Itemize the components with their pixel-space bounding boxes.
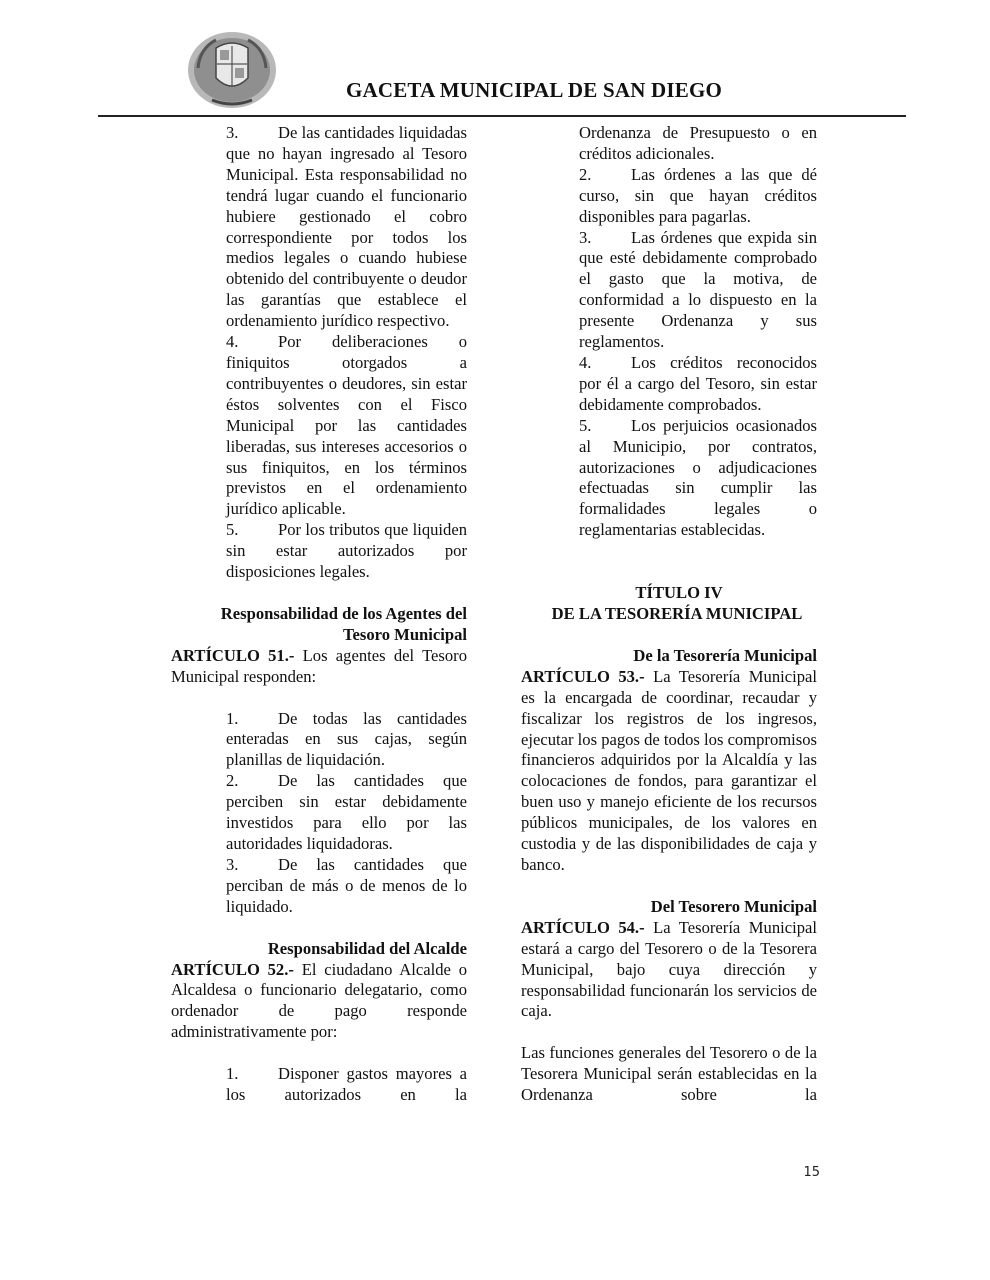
title-subheading: DE LA TESORERÍA MUNICIPAL: [551, 604, 803, 624]
article-51: ARTÍCULO 51.- Los agentes del Tesoro Municipal responden:: [171, 645, 467, 686]
section-heading-52: Responsabilidad del Alcalde: [267, 938, 467, 958]
list-item: 2. De las cantidades que perciben sin estar debidamente investidos para ello por las autoridades liquidadoras.: [226, 771, 467, 853]
header-divider: [98, 115, 906, 117]
list-item: 2. Las órdenes a las que dé curso, sin que hayan créditos disponibles para pagarlas.: [579, 164, 817, 226]
list-item: 5. Los perjuicios ocasionados al Municipio, por contratos, autorizaciones o adjudicaciones efectuadas sin cumplir las formalidades legales o reglamentarias establecidas.: [579, 415, 817, 540]
right-column: [521, 123, 817, 1106]
list-item: 4. Los créditos reconocidos por él a cargo del Tesoro, sin estar debidamente comprobados.: [579, 352, 817, 414]
title-heading: TÍTULO IV: [635, 583, 723, 603]
list-item-continuation: Ordenanza de Presupuesto o en créditos adicionales.: [579, 123, 817, 163]
section-heading-51: Responsabilidad de los Agentes del Tesoro Municipal: [220, 603, 467, 644]
article-54: ARTÍCULO 54.- La Tesorería Municipal estará a cargo del Tesorero o de la Tesorera Municipal, bajo cuya dirección y responsabilidad funcionarán los servicios de caja.: [521, 917, 817, 1021]
section-heading-53: De la Tesorería Municipal: [633, 645, 817, 665]
list-item: 4. Por deliberaciones o finiquitos otorgados a contribuyentes o deudores, sin estar éstos solventes con el Fisco Municipal por las cantidades liberadas, sus intereses accesorios o sus finiquitos, en los términos previstos en el ordenamiento jurídico aplicable.: [226, 332, 467, 519]
list-item: 1. De todas las cantidades enteradas en sus cajas, según planillas de liquidación.: [226, 708, 467, 770]
list-item: 3. De las cantidades liquidadas que no hayan ingresado al Tesoro Municipal. Esta responsabilidad no tendrá lugar cuando el funcionario hubiere gestionado el cobro correspondiente por todos los medios legales o cuando hubiese obtenido del contribuyente o deudor las garantías que establece el ordenamiento jurídico respectivo.: [226, 123, 467, 331]
list-item: 3. De las cantidades que perciban de más o de menos de lo liquidado.: [226, 854, 467, 916]
left-column: [171, 123, 467, 1106]
page-number: 15: [803, 1165, 820, 1180]
article-52: ARTÍCULO 52.- El ciudadano Alcalde o Alcaldesa o funcionario delegatario, como ordenador de pago responde administrativamente por:: [171, 959, 467, 1042]
closing-paragraph: Las funciones generales del Tesorero o de la Tesorera Municipal serán establecidas en la Ordenanza sobre la: [521, 1043, 817, 1105]
article-53: ARTÍCULO 53.- La Tesorería Municipal es la encargada de coordinar, recaudar y fiscalizar los registros de los ingresos, ejecutar los pagos de todos los compromisos financieros adquiridos por la Alcaldía y las colocaciones de fondos, para garantizar el buen uso y manejo eficiente de los recursos públicos municipales, de los valores en custodia y de las disponibilidades de caja y banco.: [521, 666, 817, 874]
list-item: 5. Por los tributos que liquiden sin estar autorizados por disposiciones legales.: [226, 520, 467, 582]
list-item: 1. Disponer gastos mayores a los autorizados en la: [226, 1064, 467, 1105]
gazette-title: GACETA MUNICIPAL DE SAN DIEGO: [345, 78, 723, 102]
section-heading-54: Del Tesorero Municipal: [650, 896, 817, 916]
list-item: 3. Las órdenes que expida sin que esté debidamente comprobado el gasto que la motiva, de conformidad a lo dispuesto en la presente Ordenanza y sus reglamentos.: [579, 227, 817, 352]
